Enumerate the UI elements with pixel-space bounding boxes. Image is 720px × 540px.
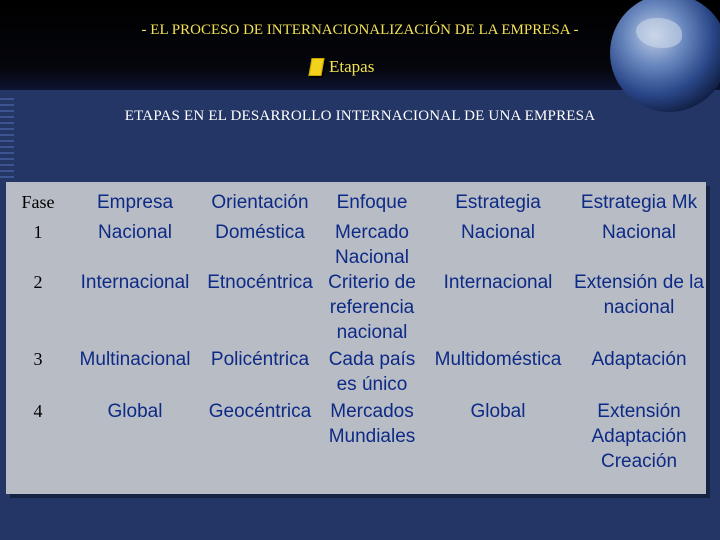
table-cell: Global: [470, 401, 526, 422]
table-cell: Policéntrica: [210, 349, 310, 370]
column-header: Fase: [21, 192, 55, 212]
column-header: Estrategia Mk: [580, 192, 698, 213]
table-cell: Nacional: [602, 222, 676, 243]
table-cell: Adaptación: [591, 349, 687, 370]
table-cell: Global: [107, 401, 163, 422]
subtitle-text: Etapas: [329, 57, 375, 76]
table-cell: Extensión Adaptación Creación: [591, 401, 687, 472]
table-cell: Mercados Mundiales: [328, 401, 416, 447]
table-cell: Internacional: [80, 272, 190, 293]
column-header: Orientación: [211, 192, 309, 213]
table-heading: ETAPAS EN EL DESARROLLO INTERNACIONAL DE UNA EMPRESA: [124, 108, 596, 124]
stages-table: [6, 184, 706, 474]
table-cell: 2: [33, 272, 43, 292]
table-cell: Multinacional: [79, 349, 191, 370]
table-cell: Mercado Nacional: [335, 222, 409, 268]
table-cell: Cada país es único: [328, 349, 416, 395]
table-header-row: [6, 184, 706, 216]
table-cell: Criterio de referencia nacional: [328, 272, 416, 343]
subtitle-row: [310, 56, 374, 78]
table-row: [6, 345, 706, 397]
table-cell: 3: [33, 349, 43, 369]
table-cell: Doméstica: [215, 222, 305, 243]
table-cell: Internacional: [443, 272, 553, 293]
table-row: [6, 216, 706, 270]
table-row: [6, 270, 706, 345]
table-cell: Multidoméstica: [434, 349, 562, 370]
table-cell: Nacional: [98, 222, 172, 243]
table-cell: Extensión de la nacional: [574, 272, 704, 318]
table-row: [6, 397, 706, 474]
table-cell: Nacional: [461, 222, 535, 243]
column-header: Empresa: [96, 192, 174, 213]
bullet-icon: [308, 58, 324, 76]
table-cell: Etnocéntrica: [207, 272, 313, 293]
table-cell: Geocéntrica: [208, 401, 312, 422]
globe-icon: [610, 0, 720, 112]
table-cell: 4: [33, 401, 43, 421]
slide-title: - EL PROCESO DE INTERNACIONALIZACIÓN DE LA EMPRESA -: [141, 22, 579, 38]
table-cell: 1: [33, 222, 43, 242]
column-header: Estrategia: [455, 192, 541, 213]
column-header: Enfoque: [336, 192, 408, 213]
